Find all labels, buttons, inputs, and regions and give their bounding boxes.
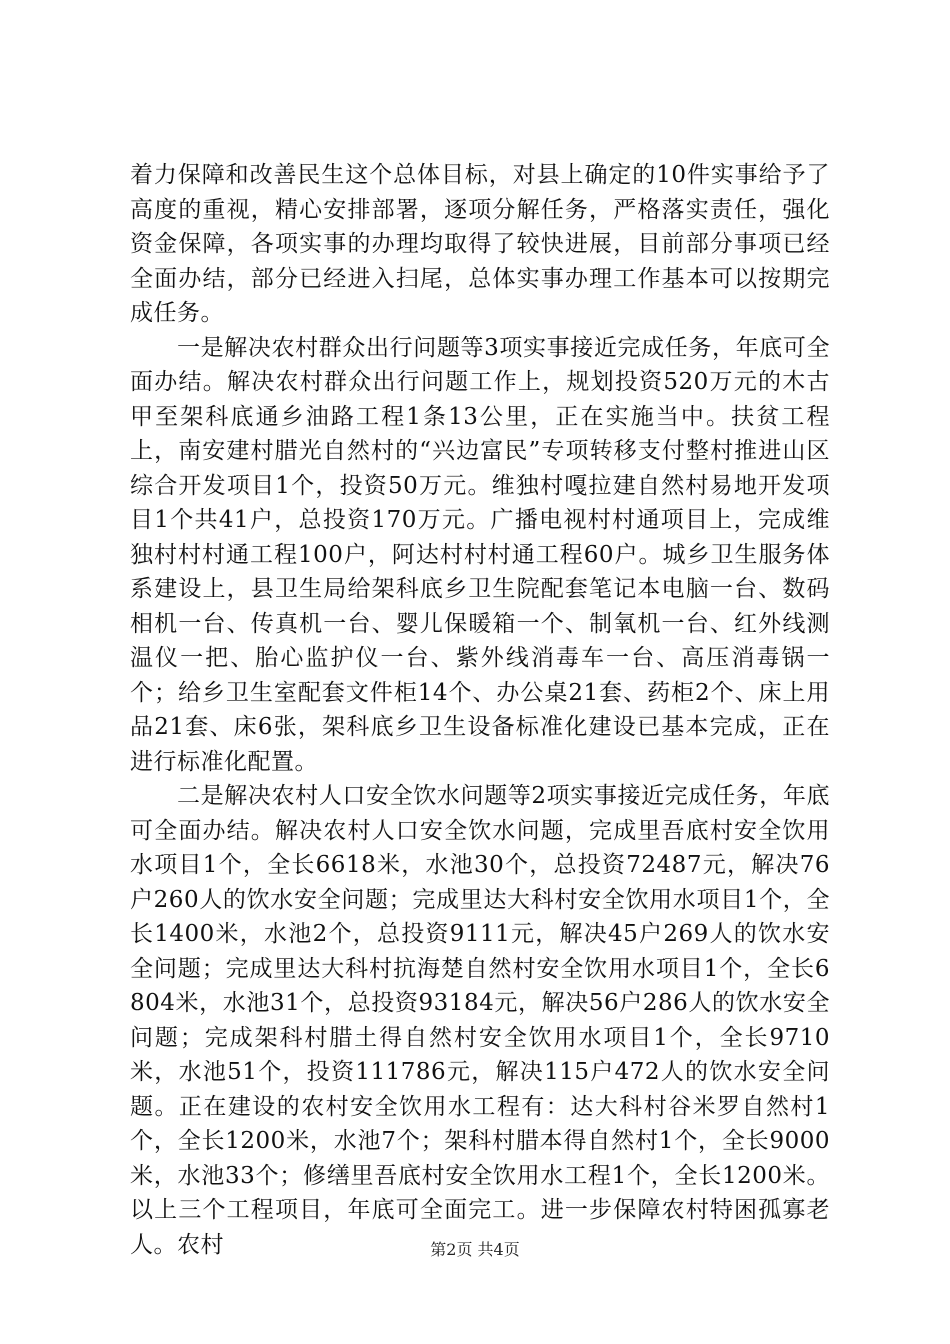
paragraph-continuation: 着力保障和改善民生这个总体目标，对县上确定的10件实事给予了高度的重视，精心安排部署，逐项分解任务，严格落实责任，强化资金保障，各项实事的办理均取得了较快进展，目前部分事项已经全面办结，部分已经进入扫尾，总体实事办理工作基本可以按期完成任务。 [130,162,830,326]
page-footer: 第2页 共4页 [430,1240,520,1259]
document-body [130,158,830,1262]
paragraph-item-one: 一是解决农村群众出行问题等3项实事接近完成任务，年底可全面办结。解决农村群众出行问题工作上，规划投资520万元的木古甲至架科底通乡油路工程1条13公里，正在实施当中。扶贫工程上，南安建村腊光自然村的“兴边富民”专项转移支付整村推进山区综合开发项目1个，投资50万元。维独村嘎拉建自然村易地开发项目1个共41户，总投资170万元。广播电视村村通项目上，完成维独村村村通工程100户，阿达村村村通工程60户。城乡卫生服务体系建设上，县卫生局给架科底乡卫生院配套笔记本电脑一台、数码相机一台、传真机一台、婴儿保暖箱一个、制氧机一台、红外线测温仪一把、胎心监护仪一台、紫外线消毒车一台、高压消毒锅一个；给乡卫生室配套文件柜14个、办公桌21套、药柜2个、床上用品21套、床6张，架科底乡卫生设备标准化建设已基本完成，正在进行标准化配置。 [130,334,830,775]
paragraph-item-two: 二是解决农村人口安全饮水问题等2项实事接近完成任务，年底可全面办结。解决农村人口安全饮水问题，完成里吾底村安全饮用水项目1个，全长6618米，水池30个，总投资72487元，解决76户260人的饮水安全问题；完成里达大科村安全饮用水项目1个，全长1400米，水池2个，总投资9111元，解决45户269人的饮水安全问题；完成里达大科村抗海楚自然村安全饮用水项目1个，全长6804米，水池31个，总投资93184元，解决56户286人的饮水安全问题；完成架科村腊土得自然村安全饮用水项目1个，全长9710米，水池51个，投资111786元，解决115户472人的饮水安全问题。正在建设的农村安全饮用水工程有：达大科村谷米罗自然村1个，全长1200米，水池7个；架科村腊本得自然村1个，全长9000米，水池33个；修缮里吾底村安全饮用水工程1个，全长1200米。以上三个工程项目，年底可全面完工。进一步保障农村特困孤寡老人。农村 [130,783,830,1258]
